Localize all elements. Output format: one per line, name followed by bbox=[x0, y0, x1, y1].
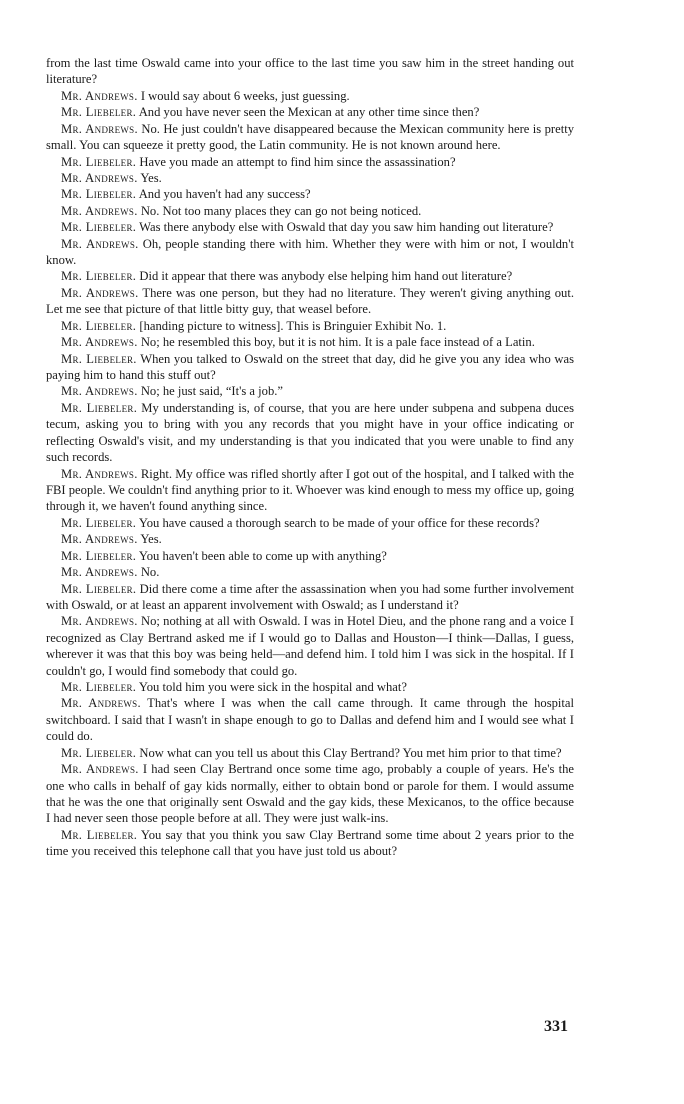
speech-text: No. bbox=[140, 565, 160, 580]
speech-text: Did it appear that there was anybody else helping him hand out literature? bbox=[139, 269, 513, 284]
speech-text: No; he just said, “It's a job.” bbox=[140, 384, 283, 399]
speech-text: [handing picture to witness]. This is Bringuier Exhibit No. 1. bbox=[139, 318, 447, 333]
transcript-paragraph bbox=[46, 186, 574, 202]
transcript-paragraph bbox=[46, 236, 574, 269]
page-number: 331 bbox=[544, 1018, 568, 1035]
transcript-paragraph bbox=[46, 55, 574, 88]
transcript-paragraph bbox=[46, 679, 574, 695]
speech-text: You haven't been able to come up with anything? bbox=[138, 548, 387, 563]
speaker-label: Mr. Andrews. bbox=[61, 762, 139, 777]
transcript-paragraph bbox=[46, 203, 574, 219]
transcript-paragraph bbox=[46, 548, 574, 564]
speaker-label: Mr. Andrews. bbox=[61, 532, 138, 547]
speaker-label: Mr. Andrews. bbox=[61, 614, 138, 629]
transcript-paragraph bbox=[46, 827, 574, 860]
speaker-label: Mr. Andrews. bbox=[61, 285, 139, 300]
speaker-label: Mr. Liebeler. bbox=[61, 548, 137, 563]
speech-text: I would say about 6 weeks, just guessing. bbox=[140, 88, 350, 103]
speech-text: You say that you think you saw Clay Bertrand some time about 2 years prior to the time you received this telephone call that you have just told us about? bbox=[46, 827, 574, 859]
speech-text: I had seen Clay Bertrand once some time ago, probably a couple of years. He's the one who calls in behalf of gay kids normally, either to obtain bond or parole for them. I would assume that he was the one that originally sent Oswald and the gay kids, these Mexicanos, to the office because I had never seen those people before at all. They were just walk-ins. bbox=[46, 762, 574, 826]
transcript-paragraph bbox=[46, 334, 574, 350]
speaker-label: Mr. Andrews. bbox=[61, 696, 141, 711]
speaker-label: Mr. Andrews. bbox=[61, 335, 138, 350]
transcript-paragraph bbox=[46, 170, 574, 186]
speaker-label: Mr. Liebeler. bbox=[61, 187, 137, 202]
speaker-label: Mr. Liebeler. bbox=[61, 515, 137, 530]
transcript-paragraph bbox=[46, 219, 574, 235]
transcript-paragraph bbox=[46, 581, 574, 614]
speaker-label: Mr. Liebeler. bbox=[61, 745, 137, 760]
transcript-paragraph bbox=[46, 761, 574, 827]
transcript-paragraph bbox=[46, 154, 574, 170]
speaker-label: Mr. Liebeler. bbox=[61, 269, 137, 284]
speech-text: Did there come a time after the assassination when you had some further involvement with Oswald, or at least an apparent involvement with Oswald; as I understand it? bbox=[46, 581, 575, 612]
transcript-paragraph bbox=[46, 613, 574, 679]
speaker-label: Mr. Andrews. bbox=[61, 565, 138, 580]
speaker-label: Mr. Liebeler. bbox=[61, 154, 137, 169]
speech-text: Was there anybody else with Oswald that day you saw him handing out literature? bbox=[139, 220, 554, 235]
speech-text: You have caused a thorough search to be made of your office for these records? bbox=[138, 515, 540, 530]
transcript-paragraph bbox=[46, 531, 574, 547]
speech-text: No. Not too many places they can go not being noticed. bbox=[140, 203, 422, 218]
speech-text: And you have never seen the Mexican at any other time since then? bbox=[138, 105, 480, 120]
speech-text: No; he resembled this boy, but it is not him. It is a pale face instead of a Latin. bbox=[140, 335, 535, 350]
speech-text: Yes. bbox=[140, 170, 162, 185]
speaker-label: Mr. Liebeler. bbox=[61, 351, 137, 366]
transcript-paragraph bbox=[46, 268, 574, 284]
speaker-label: Mr. Liebeler. bbox=[61, 220, 137, 235]
speech-text: There was one person, but they had no literature. They weren't giving anything out. Let me see that picture of that little bitty guy, that weasel before. bbox=[46, 285, 574, 317]
speech-text: You told him you were sick in the hospital and what? bbox=[138, 680, 407, 695]
speaker-label: Mr. Liebeler. bbox=[61, 581, 137, 596]
speaker-label: Mr. Liebeler. bbox=[61, 680, 137, 695]
transcript-paragraph bbox=[46, 121, 574, 154]
transcript-paragraph bbox=[46, 745, 574, 761]
speech-text: from the last time Oswald came into your office to the last time you saw him in the street handing out literature? bbox=[46, 56, 574, 87]
transcript-body bbox=[46, 55, 574, 860]
speaker-label: Mr. Andrews. bbox=[61, 170, 138, 185]
speech-text: No. He just couldn't have disappeared because the Mexican community here is pretty small. You can squeeze it pretty good, the Latin community. He is not known around here. bbox=[46, 121, 574, 153]
speech-text: Right. My office was rifled shortly after I got out of the hospital, and I talked with the FBI people. We couldn't find anything prior to it. Whoever was kind enough to mess my office up, going through it, we haven't found anything since. bbox=[46, 466, 574, 514]
transcript-paragraph bbox=[46, 104, 574, 120]
transcript-paragraph bbox=[46, 515, 574, 531]
transcript-paragraph bbox=[46, 318, 574, 334]
transcript-paragraph bbox=[46, 400, 574, 466]
speech-text: My understanding is, of course, that you are here under subpena and subpena duces tecum, asking you to bring with you any records that you might have in your office indicating or reflecting Oswald's visit, and my understanding is that you indicated that you were unable to find any such records. bbox=[46, 400, 575, 465]
speaker-label: Mr. Andrews. bbox=[61, 203, 138, 218]
speaker-label: Mr. Andrews. bbox=[61, 384, 138, 399]
transcript-paragraph bbox=[46, 351, 574, 384]
speech-text: When you talked to Oswald on the street that day, did he give you any idea who was paying him to hand this stuff out? bbox=[46, 351, 575, 383]
speech-text: That's where I was when the call came through. It came through the hospital switchboard. I said that I wasn't in shape enough to go to Dallas and defend him and I would see what I could do. bbox=[46, 696, 575, 744]
speech-text: Have you made an attempt to find him since the assassination? bbox=[139, 154, 456, 169]
transcript-paragraph bbox=[46, 285, 574, 318]
transcript-paragraph bbox=[46, 695, 574, 744]
speech-text: Yes. bbox=[140, 532, 162, 547]
speaker-label: Mr. Andrews. bbox=[61, 88, 138, 103]
speaker-label: Mr. Andrews. bbox=[61, 121, 138, 136]
speaker-label: Mr. Liebeler. bbox=[61, 400, 138, 415]
transcript-paragraph bbox=[46, 88, 574, 104]
transcript-paragraph bbox=[46, 466, 574, 515]
speaker-label: Mr. Andrews. bbox=[61, 236, 139, 251]
speech-text: Now what can you tell us about this Clay Bertrand? You met him prior to that time? bbox=[139, 745, 562, 760]
speech-text: No; nothing at all with Oswald. I was in Hotel Dieu, and the phone rang and a voice I recognized as Clay Bertrand asked me if I would go to Dallas and Houston—I think—Dallas, I guess, wherever it was that this boy was being held—and defend him. I told him I was sick in the hospital. If I couldn't go, I would find somebody that could go. bbox=[46, 614, 574, 678]
transcript-paragraph bbox=[46, 564, 574, 580]
speaker-label: Mr. Liebeler. bbox=[61, 318, 137, 333]
speaker-label: Mr. Liebeler. bbox=[61, 105, 137, 120]
speech-text: And you haven't had any success? bbox=[138, 187, 311, 202]
speaker-label: Mr. Andrews. bbox=[61, 466, 138, 481]
speaker-label: Mr. Liebeler. bbox=[61, 827, 138, 842]
speech-text: Oh, people standing there with him. Whether they were with him or not, I wouldn't know. bbox=[46, 236, 574, 268]
transcript-paragraph bbox=[46, 383, 574, 399]
